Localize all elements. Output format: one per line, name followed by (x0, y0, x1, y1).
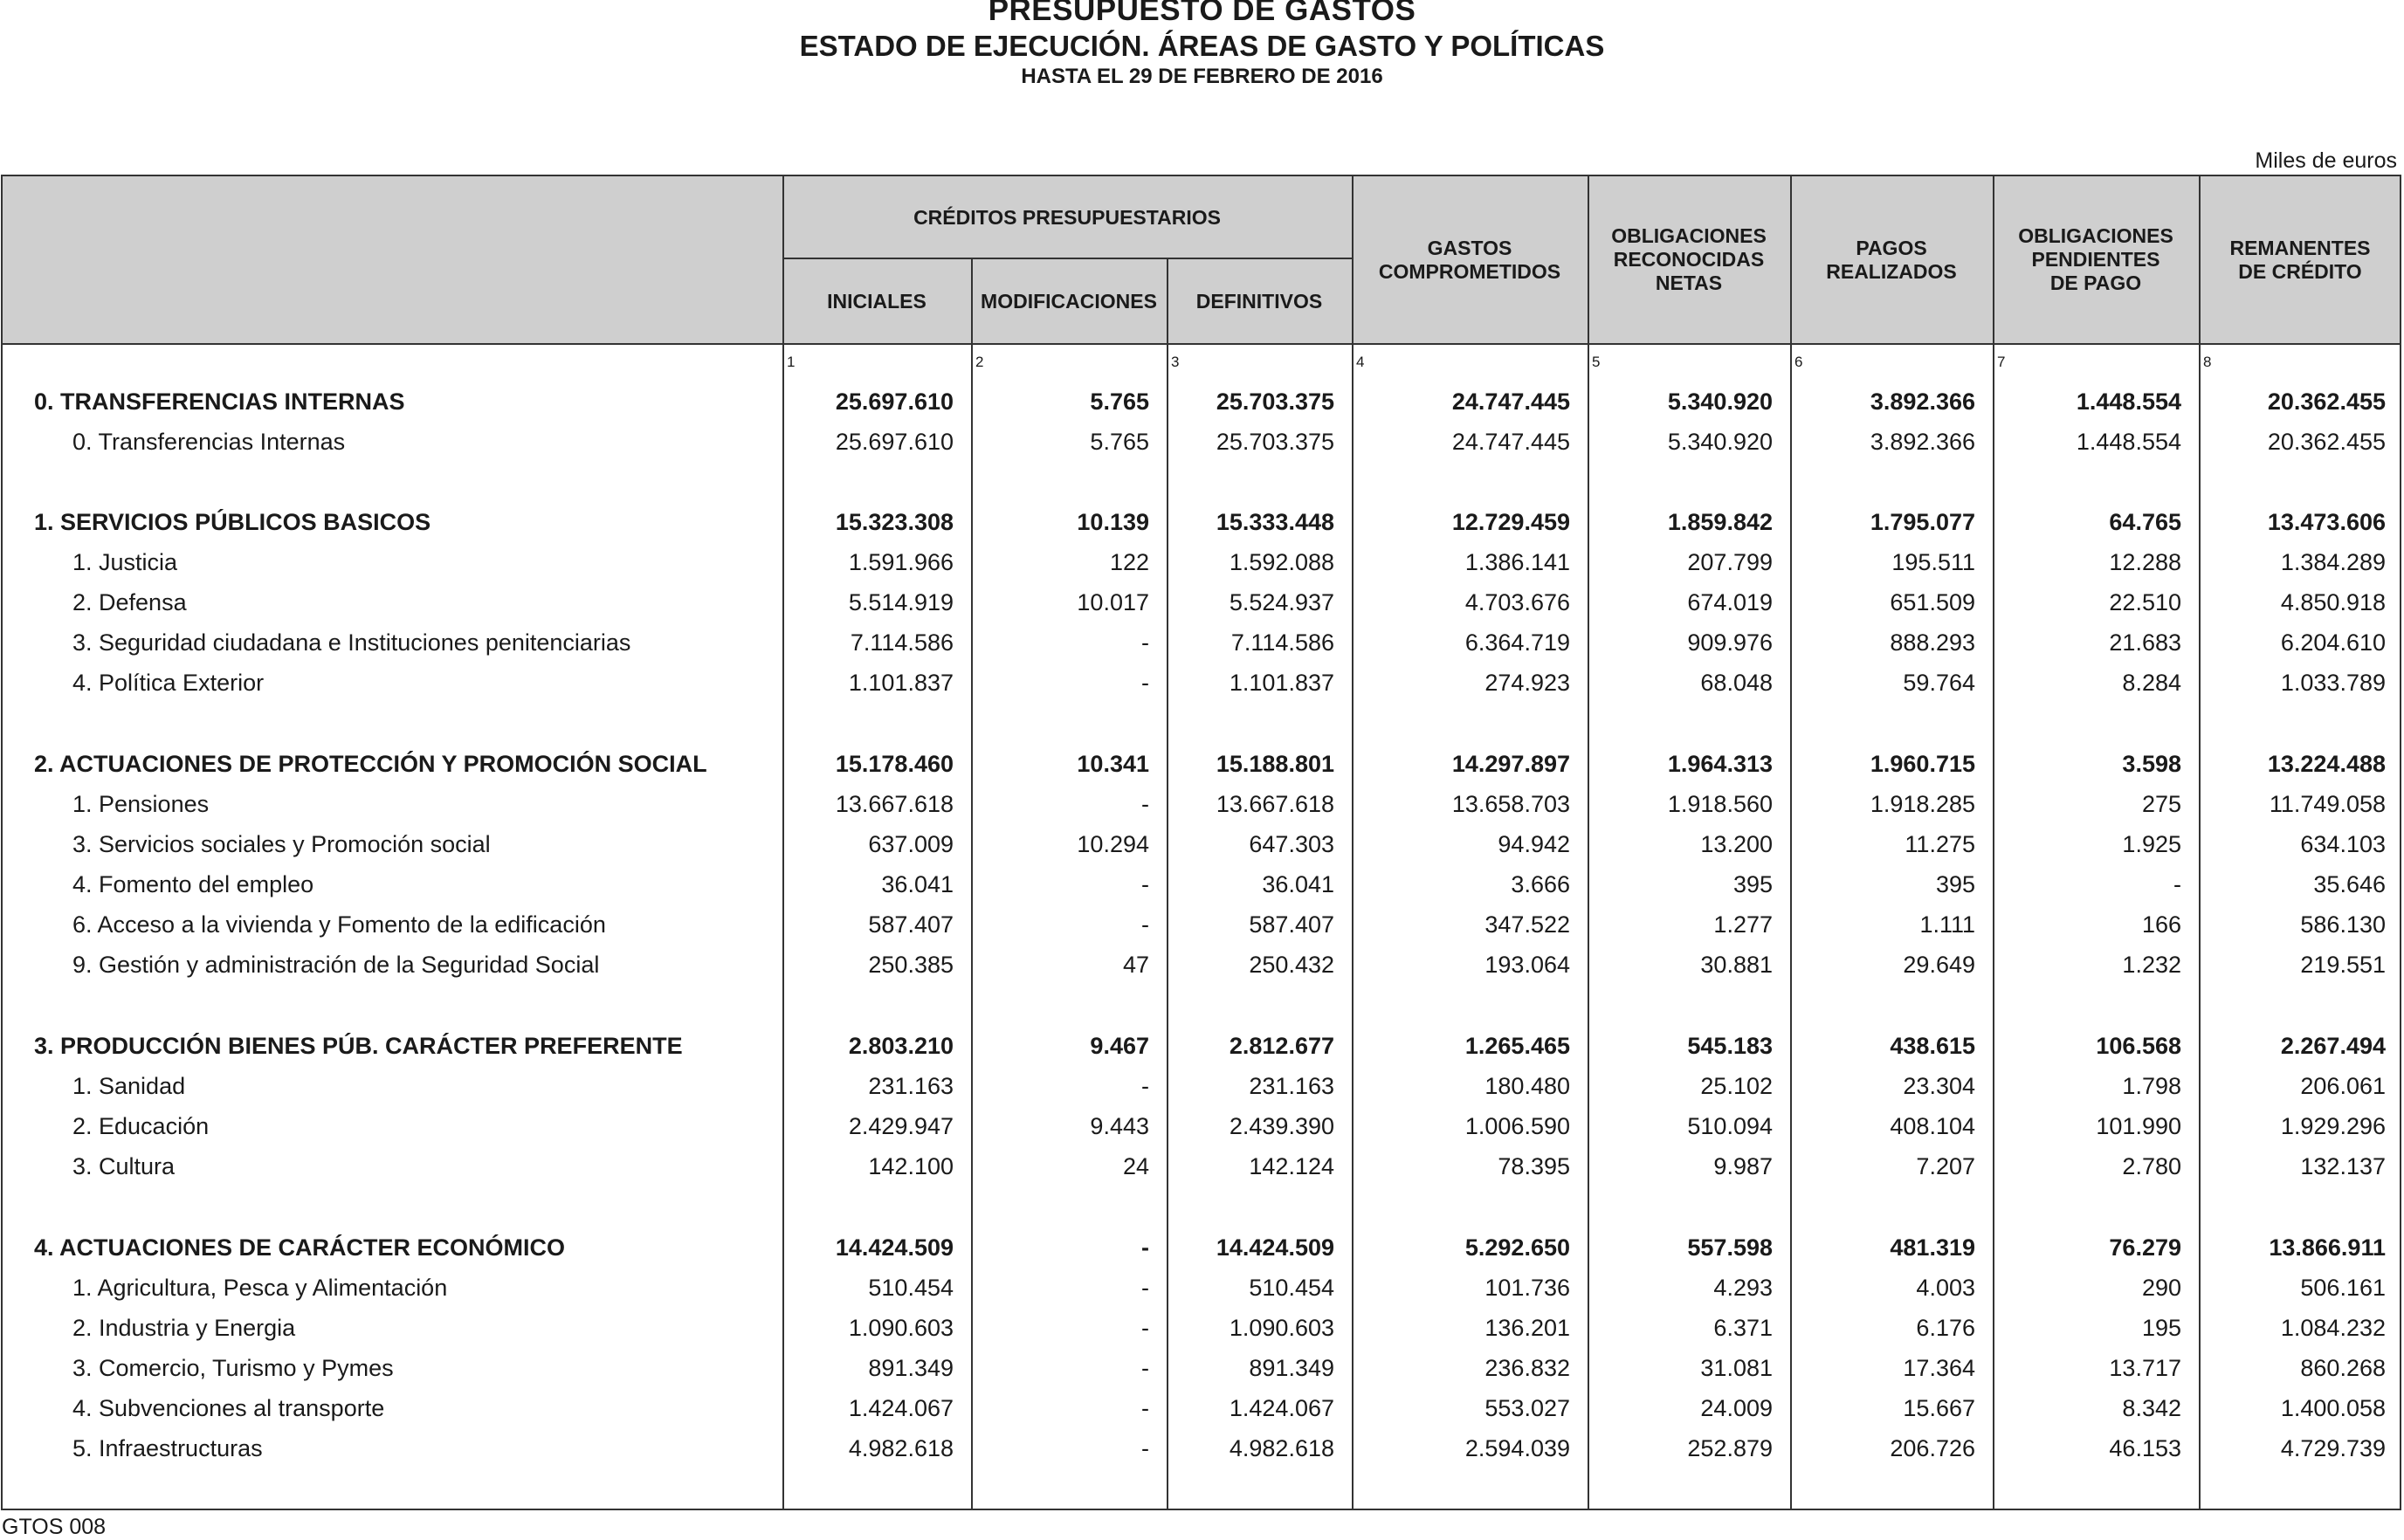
cell-value: - (1141, 911, 1149, 938)
cell-value: 13.667.618 (835, 791, 954, 817)
cell-value: 25.703.375 (1216, 388, 1334, 415)
cell-value: 510.454 (1249, 1275, 1334, 1301)
cell-value: 891.349 (868, 1355, 954, 1381)
table-row (3, 1388, 2400, 1428)
row-label: 3. Cultura (72, 1153, 176, 1179)
header-line: COMPROMETIDOS (1378, 259, 1561, 283)
table-row-group (3, 502, 2400, 542)
header-line: GASTOS (1427, 236, 1512, 259)
cell-value: 1.798 (2122, 1073, 2181, 1099)
cell-value: 24.009 (1700, 1395, 1773, 1421)
cell-value: 1.033.789 (2280, 670, 2386, 696)
cell-value: 13.200 (1700, 831, 1773, 857)
cell-value: 12.288 (2109, 549, 2181, 575)
cell-value: 275 (2141, 791, 2181, 817)
cell-value: 2.594.039 (1464, 1435, 1570, 1461)
header-line: REMANENTES (2229, 236, 2371, 259)
column-number: 5 (1592, 354, 1601, 370)
cell-value: 481.319 (1890, 1234, 1975, 1261)
cell-value: - (1141, 1435, 1149, 1461)
cell-value: 1.592.088 (1229, 549, 1334, 575)
cell-value: 11.749.058 (2269, 791, 2386, 817)
table-row (3, 864, 2400, 904)
cell-value: 2.439.390 (1229, 1113, 1334, 1139)
cell-value: 20.362.455 (2267, 388, 2386, 415)
row-label: 2. Defensa (72, 589, 187, 615)
cell-value: 94.942 (1498, 831, 1570, 857)
cell-value: 545.183 (1687, 1033, 1773, 1059)
cell-value: 5.292.650 (1464, 1234, 1570, 1261)
cell-value: 274.923 (1484, 670, 1570, 696)
cell-value: 1.101.837 (848, 670, 954, 696)
row-label: 3. Seguridad ciudadana e Instituciones penitenciarias (72, 629, 631, 656)
row-label: 1. Agricultura, Pesca y Alimentación (72, 1275, 448, 1301)
cell-value: - (1141, 791, 1149, 817)
cell-value: 2.780 (2122, 1153, 2181, 1179)
table-row (3, 784, 2400, 824)
cell-value: 10.139 (1077, 509, 1149, 535)
header-line: DE CRÉDITO (2238, 259, 2362, 283)
cell-value: 15.667 (1903, 1395, 1975, 1421)
cell-value: 36.041 (1262, 871, 1334, 897)
cell-value: 8.284 (2122, 670, 2181, 696)
cell-value: 5.514.919 (848, 589, 954, 615)
cell-value: 1.960.715 (1870, 751, 1975, 777)
cell-value: 1.859.842 (1667, 509, 1773, 535)
cell-value: 1.386.141 (1464, 549, 1570, 575)
header-line: RECONOCIDAS (1613, 248, 1765, 271)
header-gastos (1352, 176, 1588, 343)
cell-value: 347.522 (1484, 911, 1570, 938)
table-row (3, 542, 2400, 582)
row-label: 4. Subvenciones al transporte (72, 1395, 385, 1421)
cell-value: 1.084.232 (2280, 1315, 2386, 1341)
table-header (3, 176, 2400, 345)
header-line: DE PAGO (2049, 272, 2142, 294)
cell-value: 31.081 (1700, 1355, 1773, 1381)
cell-value: 909.976 (1687, 629, 1773, 656)
header-line: REALIZADOS (1826, 259, 1957, 283)
table-row (3, 663, 2400, 703)
cell-value: 20.362.455 (2267, 429, 2386, 455)
cell-value: 6.371 (1713, 1315, 1773, 1341)
row-label: 2. Industria y Energia (72, 1315, 296, 1341)
cell-value: 4.982.618 (1229, 1435, 1334, 1461)
row-label: 1. Sanidad (72, 1073, 186, 1099)
header-pendientes (1993, 176, 2199, 343)
cell-value: 2.267.494 (2280, 1033, 2386, 1059)
cell-value: 195.511 (1891, 549, 1975, 575)
cell-value: 78.395 (1498, 1153, 1570, 1179)
cell-value: 6.204.610 (2280, 629, 2386, 656)
cell-value: 9.467 (1090, 1033, 1149, 1059)
cell-value: 76.279 (2109, 1234, 2181, 1261)
header-iniciales: INICIALES (827, 289, 926, 313)
cell-value: 25.703.375 (1216, 429, 1334, 455)
cell-value: 101.990 (2096, 1113, 2181, 1139)
cell-value: 17.364 (1903, 1355, 1975, 1381)
cell-value: 13.658.703 (1451, 791, 1570, 817)
table-row (3, 1348, 2400, 1388)
cell-value: 1.918.285 (1870, 791, 1975, 817)
header-definitivos: DEFINITIVOS (1195, 289, 1323, 313)
cell-value: 236.832 (1484, 1355, 1570, 1381)
row-label: 2. Educación (72, 1113, 210, 1139)
cell-value: 29.649 (1903, 952, 1975, 978)
table-row-group (3, 1026, 2400, 1066)
table-row (3, 824, 2400, 864)
row-label: 4. Política Exterior (72, 670, 265, 696)
cell-value: 3.892.366 (1870, 429, 1975, 455)
cell-value: 142.124 (1249, 1153, 1334, 1179)
table-row (3, 945, 2400, 985)
cell-value: 15.188.801 (1216, 751, 1334, 777)
cell-value: 1.795.077 (1870, 509, 1975, 535)
row-label: 0. TRANSFERENCIAS INTERNAS (34, 388, 405, 415)
cell-value: 59.764 (1903, 670, 1975, 696)
cell-value: 395 (1935, 871, 1975, 897)
cell-value: 1.448.554 (2076, 429, 2181, 455)
cell-value: 4.850.918 (2280, 589, 2386, 615)
cell-value: 587.407 (868, 911, 954, 938)
cell-value: 1.424.067 (1229, 1395, 1334, 1421)
row-label: 0. Transferencias Internas (72, 429, 346, 455)
table-row (3, 1106, 2400, 1146)
cell-value: 1.090.603 (848, 1315, 954, 1341)
table-row (3, 904, 2400, 945)
cell-value: 1.101.837 (1229, 670, 1334, 696)
row-label: 1. Justicia (72, 549, 178, 575)
cell-value: 634.103 (2300, 831, 2386, 857)
cell-value: 207.799 (1687, 549, 1773, 575)
cell-value: 1.424.067 (848, 1395, 954, 1421)
cell-value: 1.090.603 (1229, 1315, 1334, 1341)
cell-value: 891.349 (1249, 1355, 1334, 1381)
cell-value: - (2173, 871, 2181, 897)
cell-value: 64.765 (2109, 509, 2181, 535)
header-line: PAGOS (1856, 236, 1927, 259)
column-number: 4 (1356, 354, 1365, 370)
table-row-group (3, 1227, 2400, 1268)
row-label: 5. Infraestructuras (72, 1435, 263, 1461)
cell-value: 510.094 (1687, 1113, 1773, 1139)
cell-value: 25.697.610 (835, 429, 954, 455)
cell-value: 47 (1122, 952, 1149, 978)
cell-value: 250.432 (1249, 952, 1334, 978)
cell-value: 68.048 (1700, 670, 1773, 696)
table-row (3, 1066, 2400, 1106)
cell-value: 25.697.610 (835, 388, 954, 415)
cell-value: - (1141, 1315, 1149, 1341)
column-number: 2 (975, 354, 984, 370)
report-title: PRESUPUESTO DE GASTOS (988, 0, 1416, 27)
header-obligaciones (1588, 176, 1790, 343)
table-row (3, 622, 2400, 663)
cell-value: 6.364.719 (1464, 629, 1570, 656)
cell-value: 1.964.313 (1667, 751, 1773, 777)
cell-value: 2.803.210 (848, 1033, 954, 1059)
cell-value: 166 (2141, 911, 2181, 938)
cell-value: 1.384.289 (2280, 549, 2386, 575)
units-label: Miles de euros (2255, 148, 2397, 173)
cell-value: 14.297.897 (1451, 751, 1570, 777)
cell-value: 586.130 (2300, 911, 2386, 938)
cell-value: 506.161 (2300, 1275, 2386, 1301)
cell-value: - (1141, 1275, 1149, 1301)
row-label: 9. Gestión y administración de la Seguridad Social (72, 952, 600, 978)
table-row-group (3, 744, 2400, 784)
cell-value: 5.765 (1090, 429, 1149, 455)
table-row (3, 1146, 2400, 1186)
cell-value: 1.277 (1713, 911, 1773, 938)
cell-value: 23.304 (1903, 1073, 1975, 1099)
column-number: 6 (1794, 354, 1803, 370)
cell-value: 14.424.509 (1216, 1234, 1334, 1261)
header-creditos: CRÉDITOS PRESUPUESTARIOS (913, 206, 1221, 229)
column-number: 3 (1171, 354, 1180, 370)
cell-value: 647.303 (1249, 831, 1334, 857)
cell-value: 553.027 (1484, 1395, 1570, 1421)
column-number: 8 (2203, 354, 2212, 370)
cell-value: 2.812.677 (1229, 1033, 1334, 1059)
header-line: NETAS (1655, 272, 1723, 294)
cell-value: 22.510 (2109, 589, 2181, 615)
cell-value: 1.400.058 (2280, 1395, 2386, 1421)
cell-value: 206.726 (1890, 1435, 1975, 1461)
header-line: PENDIENTES (2031, 248, 2160, 271)
table-row (3, 582, 2400, 622)
cell-value: 7.114.586 (1230, 629, 1334, 656)
cell-value: 21.683 (2109, 629, 2181, 656)
cell-value: 888.293 (1890, 629, 1975, 656)
cell-value: 35.646 (2313, 871, 2386, 897)
cell-value: 1.929.296 (2280, 1113, 2386, 1139)
cell-value: 231.163 (1249, 1073, 1334, 1099)
table-row (3, 1428, 2400, 1468)
cell-value: 13.667.618 (1216, 791, 1334, 817)
cell-value: 180.480 (1484, 1073, 1570, 1099)
cell-value: 106.568 (2096, 1033, 2181, 1059)
cell-value: 10.017 (1077, 589, 1149, 615)
header-line: OBLIGACIONES (2018, 224, 2173, 247)
report-date: HASTA EL 29 DE FEBRERO DE 2016 (1021, 65, 1383, 88)
cell-value: 1.925 (2122, 831, 2181, 857)
cell-value: 13.473.606 (2267, 509, 2386, 535)
cell-value: 142.100 (868, 1153, 954, 1179)
table-row (3, 1308, 2400, 1348)
cell-value: 1.006.590 (1464, 1113, 1570, 1139)
cell-value: - (1141, 871, 1149, 897)
cell-value: - (1141, 1073, 1149, 1099)
cell-value: 3.892.366 (1870, 388, 1975, 415)
cell-value: 1.591.966 (848, 549, 954, 575)
cell-value: 132.137 (2300, 1153, 2386, 1179)
cell-value: 25.102 (1700, 1073, 1773, 1099)
cell-value: 231.163 (868, 1073, 954, 1099)
cell-value: 12.729.459 (1451, 509, 1570, 535)
cell-value: 15.178.460 (835, 751, 954, 777)
report-subtitle: ESTADO DE EJECUCIÓN. ÁREAS DE GASTO Y POLÍTICAS (799, 30, 1605, 62)
row-label: 3. PRODUCCIÓN BIENES PÚB. CARÁCTER PREFERENTE (34, 1033, 683, 1059)
cell-value: 193.064 (1484, 952, 1570, 978)
cell-value: 13.717 (2109, 1355, 2181, 1381)
cell-value: - (1141, 1395, 1149, 1421)
cell-value: 219.551 (2300, 952, 2386, 978)
cell-value: 122 (1109, 549, 1149, 575)
cell-value: 1.232 (2122, 952, 2181, 978)
cell-value: 8.342 (2122, 1395, 2181, 1421)
cell-value: 14.424.509 (835, 1234, 954, 1261)
cell-value: 438.615 (1890, 1033, 1975, 1059)
cell-value: 24.747.445 (1451, 429, 1570, 455)
cell-value: 7.114.586 (850, 629, 954, 656)
cell-value: 250.385 (868, 952, 954, 978)
column-number: 1 (787, 354, 796, 370)
cell-value: 3.598 (2122, 751, 2181, 777)
cell-value: 5.340.920 (1667, 388, 1773, 415)
cell-value: 11.275 (1905, 831, 1975, 857)
header-line: OBLIGACIONES (1611, 224, 1767, 247)
cell-value: 24 (1122, 1153, 1149, 1179)
cell-value: 15.333.448 (1216, 509, 1334, 535)
cell-value: 9.443 (1090, 1113, 1149, 1139)
header-remanentes (2199, 176, 2401, 343)
cell-value: 9.987 (1713, 1153, 1773, 1179)
cell-value: 1.265.465 (1464, 1033, 1570, 1059)
row-label: 3. Servicios sociales y Promoción social (72, 831, 491, 857)
row-label: 1. SERVICIOS PÚBLICOS BASICOS (34, 509, 431, 535)
row-label: 2. ACTUACIONES DE PROTECCIÓN Y PROMOCIÓN SOCIAL (34, 751, 707, 777)
cell-value: 195 (2141, 1315, 2181, 1341)
cell-value: 557.598 (1687, 1234, 1773, 1261)
cell-value: 587.407 (1249, 911, 1334, 938)
cell-value: 4.003 (1916, 1275, 1975, 1301)
report-code: GTOS 008 (2, 1515, 107, 1539)
cell-value: 13.866.911 (2269, 1234, 2386, 1261)
header-pagos (1790, 176, 1993, 343)
cell-value: 1.918.560 (1667, 791, 1773, 817)
cell-value: 4.703.676 (1464, 589, 1570, 615)
budget-table (1, 175, 2401, 1510)
cell-value: - (1141, 629, 1149, 656)
column-number: 7 (1997, 354, 2006, 370)
cell-value: 637.009 (868, 831, 954, 857)
table-row-group (3, 382, 2400, 422)
cell-value: 136.201 (1484, 1315, 1570, 1341)
cell-value: 4.729.739 (2280, 1435, 2386, 1461)
table-row (3, 422, 2400, 462)
cell-value: 3.666 (1511, 871, 1570, 897)
cell-value: 5.524.937 (1229, 589, 1334, 615)
cell-value: - (1141, 670, 1149, 696)
cell-value: 7.207 (1916, 1153, 1975, 1179)
cell-value: 5.340.920 (1667, 429, 1773, 455)
cell-value: 290 (2141, 1275, 2181, 1301)
cell-value: 395 (1732, 871, 1773, 897)
cell-value: 651.509 (1890, 589, 1975, 615)
cell-value: 4.982.618 (848, 1435, 954, 1461)
cell-value: 206.061 (2300, 1073, 2386, 1099)
cell-value: 46.153 (2109, 1435, 2181, 1461)
cell-value: 6.176 (1916, 1315, 1975, 1341)
cell-value: 674.019 (1687, 589, 1773, 615)
cell-value: 101.736 (1484, 1275, 1570, 1301)
cell-value: 30.881 (1700, 952, 1773, 978)
cell-value: 5.765 (1090, 388, 1149, 415)
cell-value: 4.293 (1713, 1275, 1773, 1301)
cell-value: 510.454 (868, 1275, 954, 1301)
cell-value: 15.323.308 (835, 509, 954, 535)
cell-value: 2.429.947 (848, 1113, 954, 1139)
cell-value: 24.747.445 (1451, 388, 1570, 415)
table-row (3, 1268, 2400, 1308)
cell-value: 13.224.488 (2267, 751, 2386, 777)
cell-value: 10.341 (1077, 751, 1149, 777)
row-label: 4. Fomento del empleo (72, 871, 314, 897)
cell-value: 408.104 (1890, 1113, 1975, 1139)
cell-value: 1.448.554 (2076, 388, 2181, 415)
row-label: 6. Acceso a la vivienda y Fomento de la edificación (72, 911, 606, 938)
cell-value: 860.268 (2300, 1355, 2386, 1381)
header-modificaciones: MODIFICACIONES (981, 289, 1157, 313)
row-label: 4. ACTUACIONES DE CARÁCTER ECONÓMICO (34, 1234, 566, 1261)
row-label: 1. Pensiones (72, 791, 210, 817)
cell-value: 1.111 (1919, 911, 1975, 938)
cell-value: - (1141, 1355, 1149, 1381)
row-label: 3. Comercio, Turismo y Pymes (72, 1355, 394, 1381)
cell-value: - (1141, 1234, 1149, 1261)
cell-value: 10.294 (1077, 831, 1149, 857)
cell-value: 252.879 (1687, 1435, 1773, 1461)
cell-value: 36.041 (881, 871, 954, 897)
